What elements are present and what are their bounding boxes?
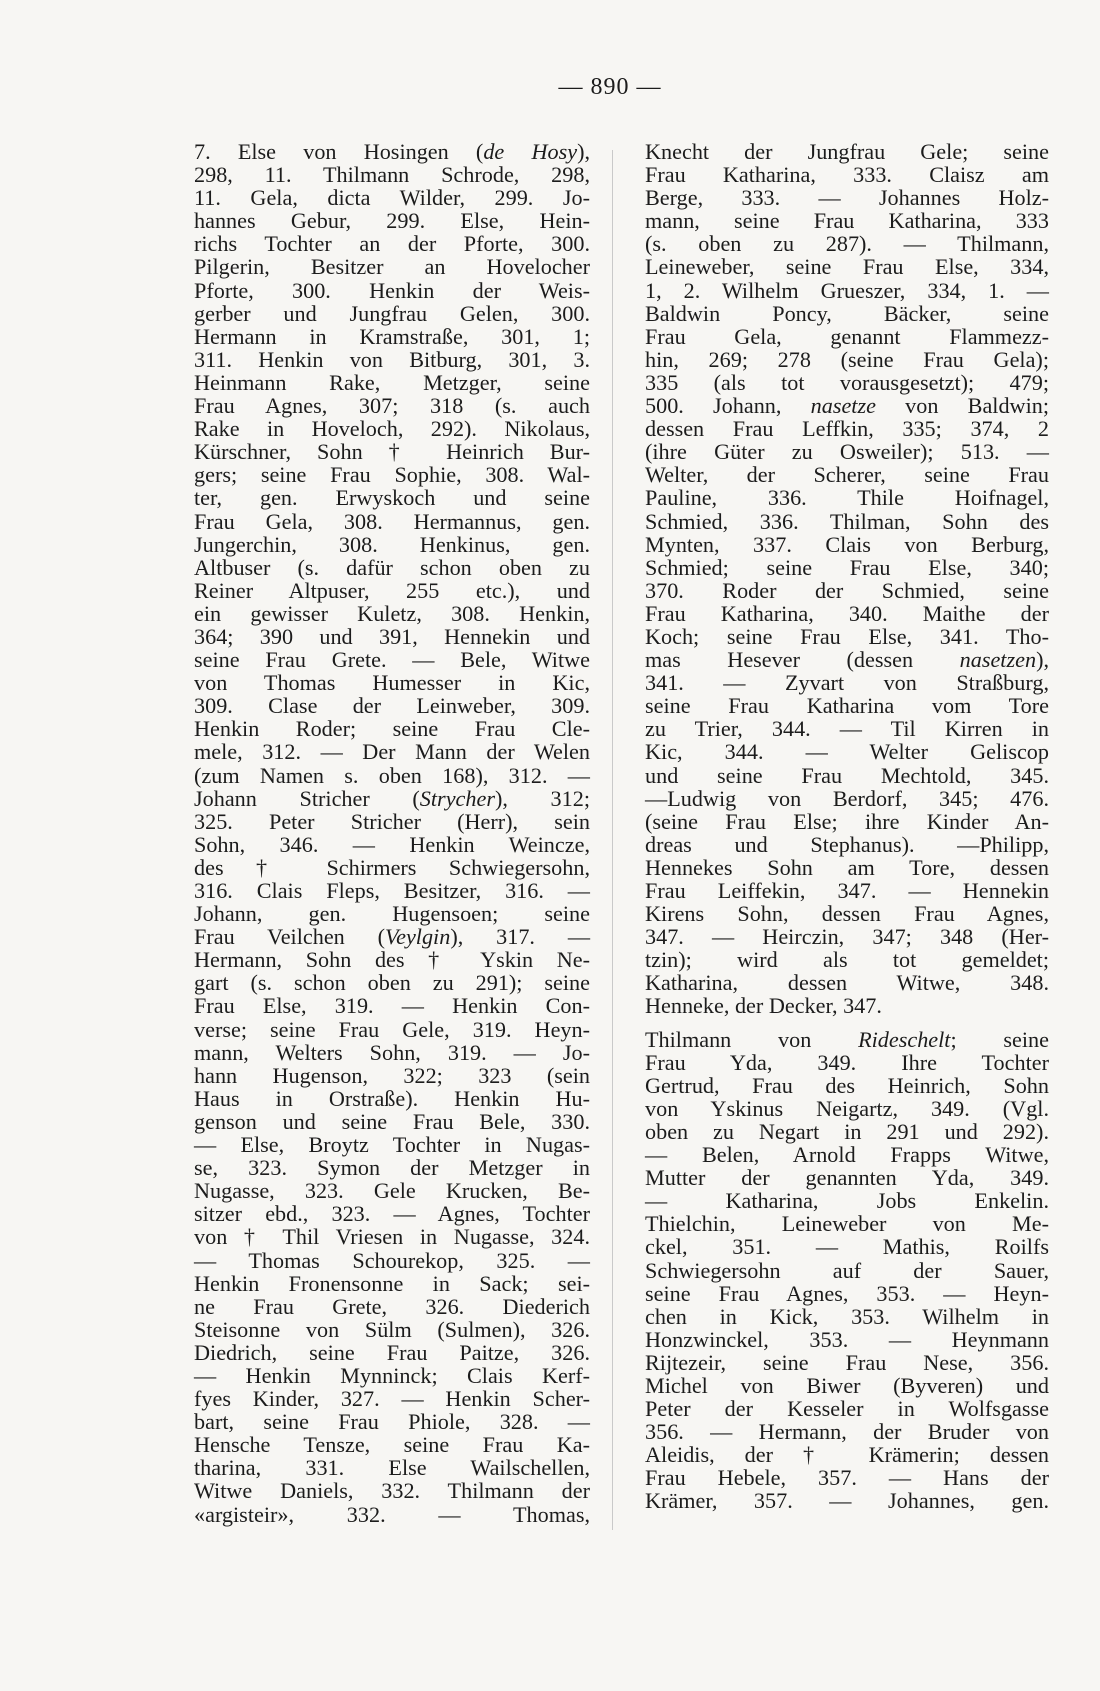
- text-line: richs Tochter an der Pforte, 300.: [194, 231, 590, 257]
- text-line: 7. Else von Hosingen (de Hosy),: [194, 139, 590, 164]
- text-line: Frau Veilchen (Veylgin), 317. —: [194, 924, 591, 950]
- right-column: [645, 140, 1049, 1513]
- text-line: gart (s. schon oben zu 291); seine: [194, 970, 590, 996]
- text-line: von † Thil Vriesen in Nugasse, 324.: [194, 1224, 590, 1250]
- text-line: hannes Gebur, 299. Else, Hein-: [194, 208, 590, 234]
- text-line: gers; seine Frau Sophie, 308. Wal-: [194, 462, 590, 488]
- text-line: Honzwinckel, 353. — Heynmann: [645, 1326, 1049, 1352]
- text-line: — Belen, Arnold Frapps Witwe,: [645, 1142, 1049, 1168]
- text-line: Gertrud, Frau des Heinrich, Sohn: [645, 1072, 1049, 1098]
- text-line: Kürschner, Sohn † Heinrich Bur-: [194, 439, 590, 465]
- text-line: (s. oben zu 287). — Thilmann,: [645, 231, 1049, 257]
- text-line: Steisonne von Sülm (Sulmen), 326.: [194, 1316, 590, 1342]
- text-line: mas Hesever (dessen nasetzen),: [645, 647, 1049, 673]
- text-line: —Ludwig von Berdorf, 345; 476.: [645, 785, 1049, 811]
- text-line: Leineweber, seine Frau Else, 334,: [645, 254, 1049, 280]
- text-line: Mutter der genannten Yda, 349.: [645, 1165, 1049, 1191]
- text-line: «argisteir», 332. — Thomas,: [194, 1501, 590, 1527]
- text-line: Schmied; seine Frau Else, 340;: [645, 554, 1049, 580]
- text-line: Krämer, 357. — Johannes, gen.: [645, 1488, 1049, 1514]
- left-column: [194, 140, 590, 1526]
- text-line: Johann Stricher (Strycher), 312;: [194, 785, 591, 811]
- text-line: Jungerchin, 308. Henkinus, gen.: [194, 531, 590, 557]
- text-line: gerber und Jungfrau Gelen, 300.: [194, 300, 590, 326]
- text-line: Henkin Roder; seine Frau Cle-: [194, 716, 590, 742]
- text-line: mann, seine Frau Katharina, 333: [645, 208, 1049, 234]
- text-line: Witwe Daniels, 332. Thilmann der: [194, 1478, 590, 1504]
- text-line: verse; seine Frau Gele, 319. Heyn-: [194, 1016, 590, 1042]
- text-line: zu Trier, 344. — Til Kirren in: [645, 716, 1049, 742]
- text-line: mele, 312. — Der Mann der Welen: [194, 739, 590, 765]
- text-line: Henkin Fronensonne in Sack; sei-: [194, 1270, 590, 1296]
- text-line: (ihre Güter zu Osweiler); 513. —: [645, 439, 1049, 465]
- text-line: — Thomas Schourekop, 325. —: [194, 1247, 590, 1273]
- text-line: chen in Kick, 353. Wilhelm in: [645, 1303, 1049, 1329]
- text-line: 500. Johann, nasetze von Baldwin;: [645, 393, 1049, 419]
- text-line: Koch; seine Frau Else, 341. Tho-: [645, 623, 1049, 649]
- text-line: Johann, gen. Hugensoen; seine: [194, 901, 590, 927]
- text-line: Kic, 344. — Welter Geliscop: [645, 739, 1049, 765]
- text-line: — Else, Broytz Tochter in Nugas-: [194, 1132, 590, 1158]
- text-line: tharina, 331. Else Wailschellen,: [194, 1455, 590, 1481]
- text-line: 364; 390 und 391, Hennekin und: [194, 623, 590, 649]
- text-line: mann, Welters Sohn, 319. — Jo-: [194, 1039, 590, 1065]
- text-line: Frau Katharina, 333. Claisz am: [645, 162, 1049, 188]
- text-line: ckel, 351. — Mathis, Roilfs: [645, 1234, 1049, 1260]
- text-line: bart, seine Frau Phiole, 328. —: [194, 1409, 590, 1435]
- text-line: (seine Frau Else; ihre Kinder An-: [645, 808, 1049, 834]
- text-line: Frau Else, 319. — Henkin Con-: [194, 993, 590, 1019]
- text-line: 316. Clais Fleps, Besitzer, 316. —: [194, 878, 590, 903]
- text-line: Thielchin, Leineweber von Me-: [645, 1211, 1049, 1237]
- text-line: Rijtezeir, seine Frau Nese, 356.: [645, 1349, 1049, 1375]
- text-line: Michel von Biwer (Byveren) und: [645, 1372, 1049, 1398]
- text-line: ne Frau Grete, 326. Diederich: [194, 1293, 590, 1319]
- text-line: 335 (als tot vorausgesetzt); 479;: [645, 369, 1049, 395]
- text-line: Aleidis, der † Krämerin; dessen: [645, 1442, 1049, 1468]
- text-line: 325. Peter Stricher (Herr), sein: [194, 808, 590, 834]
- text-line: 311. Henkin von Bitburg, 301, 3.: [194, 346, 590, 372]
- text-line: Diedrich, seine Frau Paitze, 326.: [194, 1339, 590, 1365]
- text-line: Frau Gela, genannt Flammezz-: [645, 323, 1049, 349]
- text-line: Frau Hebele, 357. — Hans der: [645, 1465, 1049, 1491]
- text-line: seine Frau Katharina vom Tore: [645, 693, 1049, 719]
- text-line: oben zu Negart in 291 und 292).: [645, 1118, 1049, 1144]
- text-line: Reiner Altpuser, 255 etc.), und: [194, 577, 590, 603]
- text-line: Hensche Tensze, seine Frau Ka-: [194, 1432, 590, 1458]
- text-line: Pilgerin, Besitzer an Hovelocher: [194, 254, 590, 280]
- text-line: Mynten, 337. Clais von Berburg,: [645, 531, 1049, 557]
- text-line: seine Frau Grete. — Bele, Witwe: [194, 647, 590, 673]
- text-line: Frau Leiffekin, 347. — Hennekin: [645, 878, 1049, 903]
- text-line: Kirens Sohn, dessen Frau Agnes,: [645, 901, 1049, 927]
- text-line: Frau Agnes, 307; 318 (s. auch: [194, 393, 590, 419]
- text-line: Frau Yda, 349. Ihre Tochter: [645, 1049, 1049, 1075]
- text-line: ein gewisser Kuletz, 308. Henkin,: [194, 600, 590, 626]
- text-line: Haus in Orstraße). Henkin Hu-: [194, 1085, 590, 1111]
- text-line: ter, gen. Erwyskoch und seine: [194, 485, 590, 511]
- text-line: Pauline, 336. Thile Hoifnagel,: [645, 485, 1049, 511]
- text-line: von Yskinus Neigartz, 349. (Vgl.: [645, 1095, 1049, 1121]
- text-line: hann Hugenson, 322; 323 (sein: [194, 1062, 590, 1088]
- text-line: Peter der Kesseler in Wolfsgasse: [645, 1396, 1049, 1422]
- text-line: dessen Frau Leffkin, 335; 374, 2: [645, 416, 1049, 442]
- text-line: 341. — Zyvart von Straßburg,: [645, 670, 1049, 696]
- text-line: 370. Roder der Schmied, seine: [645, 577, 1049, 603]
- text-line: des † Schirmers Schwiegersohn,: [194, 854, 590, 880]
- text-line: Hermann in Kramstraße, 301, 1;: [194, 323, 590, 349]
- text-line: Welter, der Scherer, seine Frau: [645, 462, 1049, 488]
- text-line: 309. Clase der Leinweber, 309.: [194, 693, 590, 719]
- text-line: Schwiegersohn auf der Sauer,: [645, 1257, 1049, 1283]
- text-line: Katharina, dessen Witwe, 348.: [645, 970, 1049, 996]
- text-line: fyes Kinder, 327. — Henkin Scher-: [194, 1386, 590, 1412]
- text-line: Hennekes Sohn am Tore, dessen: [645, 854, 1049, 880]
- text-line: hin, 269; 278 (seine Frau Gela);: [645, 346, 1049, 372]
- text-line: Altbuser (s. dafür schon oben zu: [194, 554, 590, 580]
- text-line: Henneke, der Decker, 347.: [645, 993, 882, 1019]
- text-line: und seine Frau Mechtold, 345.: [645, 762, 1049, 788]
- text-line: Rake in Hoveloch, 292). Nikolaus,: [194, 416, 590, 442]
- text-line: genson und seine Frau Bele, 330.: [194, 1108, 590, 1134]
- text-line: 356. — Hermann, der Bruder von: [645, 1419, 1049, 1445]
- text-line: Schmied, 336. Thilman, Sohn des: [645, 508, 1049, 534]
- column-divider: [612, 150, 613, 1530]
- text-line: Berge, 333. — Johannes Holz-: [645, 185, 1049, 211]
- text-line: sitzer ebd., 323. — Agnes, Tochter: [194, 1201, 590, 1227]
- text-line: Heinmann Rake, Metzger, seine: [194, 369, 590, 395]
- page-number: — 890 —: [558, 74, 662, 100]
- text-line: Nugasse, 323. Gele Krucken, Be-: [194, 1178, 590, 1204]
- text-line: von Thomas Humesser in Kic,: [194, 670, 590, 696]
- text-line: — Katharina, Jobs Enkelin.: [645, 1188, 1049, 1214]
- text-line: Frau Katharina, 340. Maithe der: [645, 600, 1049, 626]
- text-line: Knecht der Jungfrau Gele; seine: [645, 139, 1049, 164]
- text-line: Baldwin Poncy, Bäcker, seine: [645, 300, 1049, 326]
- text-line: — Henkin Mynninck; Clais Kerf-: [194, 1362, 590, 1388]
- text-line: Thilmann von Rideschelt; seine: [645, 1026, 1049, 1052]
- text-line: Hermann, Sohn des † Yskin Ne-: [194, 947, 590, 973]
- text-line: (zum Namen s. oben 168), 312. —: [194, 762, 590, 788]
- text-line: se, 323. Symon der Metzger in: [194, 1155, 590, 1181]
- text-line: Pforte, 300. Henkin der Weis-: [194, 277, 590, 303]
- text-line: Frau Gela, 308. Hermannus, gen.: [194, 508, 590, 534]
- text-line: Sohn, 346. — Henkin Weincze,: [194, 831, 590, 857]
- text-line: dreas und Stephanus). —Philipp,: [645, 831, 1049, 857]
- text-line: 298, 11. Thilmann Schrode, 298,: [194, 162, 590, 188]
- text-line: seine Frau Agnes, 353. — Heyn-: [645, 1280, 1049, 1306]
- text-line: 1, 2. Wilhelm Grueszer, 334, 1. —: [645, 277, 1049, 303]
- text-line: 347. — Heirczin, 347; 348 (Her-: [645, 924, 1049, 950]
- text-line: 11. Gela, dicta Wilder, 299. Jo-: [194, 185, 590, 211]
- text-line: tzin); wird als tot gemeldet;: [645, 947, 1049, 973]
